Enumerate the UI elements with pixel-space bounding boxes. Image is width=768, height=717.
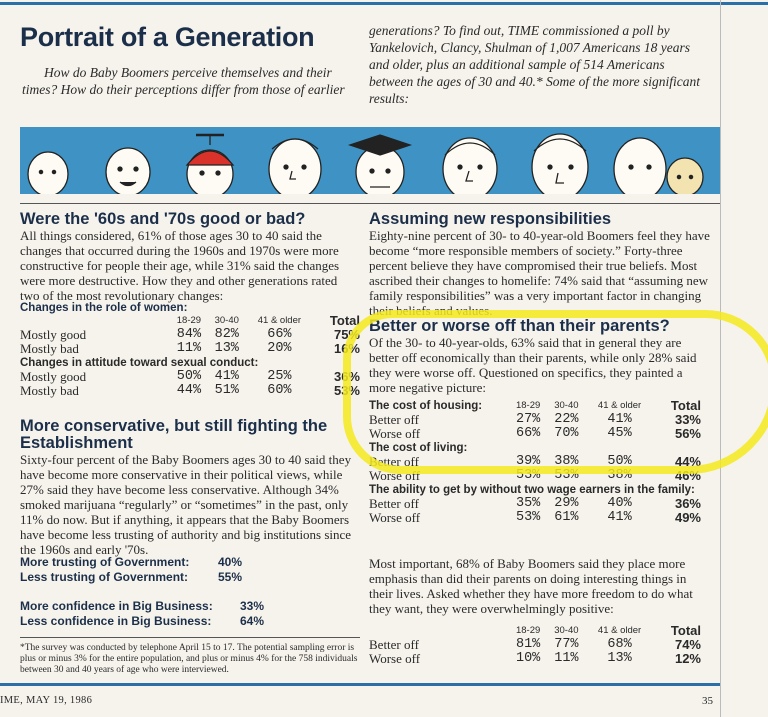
conf-value: 55% xyxy=(218,570,243,584)
conf-row xyxy=(20,599,280,614)
table-row xyxy=(20,328,360,342)
section-divider xyxy=(20,203,720,204)
col-header: 18-29 xyxy=(515,625,541,636)
table-header-row xyxy=(20,314,360,328)
row-label: Mostly good xyxy=(20,369,87,384)
highlighter-annotation xyxy=(343,310,768,474)
cell: 20% xyxy=(267,341,292,356)
conf-label: More confidence in Big Business: xyxy=(20,599,213,613)
section-60s-heading: Were the '60s and '70s good or bad? xyxy=(20,210,306,228)
row-label: Mostly good xyxy=(20,327,87,342)
top-rule xyxy=(0,2,768,5)
cell: 44% xyxy=(176,383,202,398)
total-cell: 12% xyxy=(674,651,701,666)
cell: 68% xyxy=(607,637,632,652)
total-cell: 44% xyxy=(674,454,701,469)
table-row xyxy=(20,384,360,398)
section-conservative-body: Sixty-four percent of the Baby Boomers ages 30 to 40 said they have become more conservative in their political views, while 27% said they have become less conservative. Although 34% smoked marijuana “regularly” or “sometimes” in the past, only 11% do now. But if anything, it appears that the Baby Boomers have become less trusting of authority and big institutions since the 1960s and early '70s. xyxy=(20,452,352,557)
row-label: Worse off xyxy=(369,510,421,525)
col-header: Total xyxy=(670,398,701,413)
col-header: 41 & older xyxy=(257,315,302,326)
cell: 13% xyxy=(214,341,239,356)
sixties-table xyxy=(20,302,360,398)
table-header-row xyxy=(369,624,701,638)
adult-face-icon xyxy=(443,138,497,194)
propeller-cap-kid-icon xyxy=(187,135,233,194)
generations-banner xyxy=(20,127,720,194)
total-cell: 49% xyxy=(674,510,701,525)
table-row xyxy=(369,652,701,666)
row-label: Worse off xyxy=(369,468,421,483)
conf-value: 33% xyxy=(240,599,265,613)
cell: 35% xyxy=(515,496,541,511)
section-parents-body: Of the 30- to 40-year-olds, 63% said that in general they are better off economically than their parents, while only 28% said they were worse off. Questioned on specifics, they painted a more negative picture: xyxy=(369,335,697,395)
cell: 41% xyxy=(214,369,239,384)
conf-row xyxy=(20,614,280,629)
page-number: 35 xyxy=(702,695,713,707)
table-subheader-row xyxy=(20,356,360,370)
cell: 38% xyxy=(554,454,579,469)
conf-row xyxy=(20,570,280,585)
table-row xyxy=(369,497,701,511)
conf-value: 64% xyxy=(240,614,265,628)
women-table xyxy=(20,314,360,398)
total-cell: 36% xyxy=(333,369,360,384)
housing-title: The cost of housing: xyxy=(369,400,483,412)
section-conservative-heading: More conservative, but still fighting the Establishment xyxy=(20,417,328,452)
intro-right: generations? To find out, TIME commissioned a poll by Yankelovich, Clancy, Shulman of 1,007 Americans 18 years and older, plus an additional sample of 514 Americans between the ages of 30 and 40.* Some of the more significant results: xyxy=(369,23,700,106)
cell: 39% xyxy=(515,454,541,469)
conf-row xyxy=(20,555,280,570)
cell: 29% xyxy=(554,496,579,511)
col-header: 30-40 xyxy=(554,400,579,411)
cell: 45% xyxy=(607,426,632,441)
cell: 40% xyxy=(607,496,632,511)
section-parents-heading: Better or worse off than their parents? xyxy=(369,317,670,335)
cell: 11% xyxy=(554,651,579,666)
row-label: Mostly bad xyxy=(20,341,79,356)
cell: 53% xyxy=(554,468,579,483)
col-header: 30-40 xyxy=(214,315,239,326)
freedom-table-grid xyxy=(369,624,701,666)
cell: 27% xyxy=(515,412,541,427)
graduate-face-icon xyxy=(350,135,410,194)
row-label: Mostly bad xyxy=(20,383,79,398)
cell: 53% xyxy=(515,468,541,483)
ability-title: The ability to get by without two wage earners in the family: xyxy=(369,484,695,496)
total-cell: 16% xyxy=(333,341,360,356)
col-header: 30-40 xyxy=(554,625,579,636)
total-cell: 36% xyxy=(674,496,701,511)
row-label: Better off xyxy=(369,637,419,652)
row-label: Worse off xyxy=(369,651,421,666)
cell: 38% xyxy=(607,468,632,483)
cell: 10% xyxy=(515,651,541,666)
table-row xyxy=(20,342,360,356)
cell: 81% xyxy=(515,637,541,652)
total-cell: 75% xyxy=(333,327,360,342)
col-header: 41 & older xyxy=(597,625,642,636)
col-header: 41 & older xyxy=(597,400,642,411)
cell: 41% xyxy=(607,412,632,427)
elder-with-baby-icon xyxy=(614,138,703,194)
col-header: Total xyxy=(670,623,701,638)
total-cell: 74% xyxy=(674,637,701,652)
section-60s-body: All things considered, 61% of those ages 30 to 40 said the changes that occurred during the 1960s and 1970s were more constructive for people their age, while 31% said the changes were more destructive. How they and other generations rated two of the most revolutionary changes: xyxy=(20,228,340,303)
cell: 66% xyxy=(267,327,292,342)
table-row xyxy=(369,511,701,525)
cell: 70% xyxy=(554,426,579,441)
cell: 77% xyxy=(554,637,579,652)
senior-face-icon xyxy=(532,134,588,194)
col-header: 18-29 xyxy=(176,315,202,326)
footnote-rule xyxy=(20,637,360,638)
cell: 61% xyxy=(554,510,579,525)
faces-illustration xyxy=(20,127,720,194)
section-responsibilities-heading: Assuming new responsibilities xyxy=(369,210,612,228)
section-responsibilities-body: Eighty-nine percent of 30- to 40-year-old Boomers feel they have become “more responsible members of society.” Forty-three percent believe they have compromised their true beliefs. Most ascribed their changes to homelife: 74% said that “assuming new family responsibilities” was a very important factor in changing their beliefs and values. xyxy=(369,228,710,318)
total-cell: 33% xyxy=(674,412,701,427)
government-trust xyxy=(20,555,280,629)
row-label: Better off xyxy=(369,454,419,469)
living-title: The cost of living: xyxy=(369,442,468,454)
folio-date: IME, MAY 19, 1986 xyxy=(0,695,93,706)
total-cell: 53% xyxy=(333,383,360,398)
cell: 51% xyxy=(214,383,239,398)
bottom-rule xyxy=(0,683,720,686)
conf-label: More trusting of Government: xyxy=(20,555,190,569)
table-subheader-row xyxy=(369,483,701,497)
total-cell: 56% xyxy=(674,426,701,441)
total-cell: 46% xyxy=(674,468,701,483)
col-header: 18-29 xyxy=(515,400,541,411)
conf-label: Less confidence in Big Business: xyxy=(20,614,212,628)
footnote: *The survey was conducted by telephone April 15 to 17. The potential sampling error is plus or minus 3% for the entire population, and plus or minus 4% for the 758 individuals between 30 and 40 years of age who were interviewed. xyxy=(20,643,358,675)
cell: 11% xyxy=(176,341,202,356)
section-freedom-body: Most important, 68% of Baby Boomers said they place more emphasis than did their parents on doing interesting things in their lives. Asked whether they have more freedom to do what they want, they were overwhelmingly positive: xyxy=(369,556,693,616)
teen-face-icon xyxy=(269,139,321,194)
cell: 25% xyxy=(267,369,292,384)
cell: 66% xyxy=(515,426,541,441)
baby-face-icon xyxy=(28,152,68,194)
cell: 53% xyxy=(515,510,541,525)
row-label: Worse off xyxy=(369,426,421,441)
toddler-face-icon xyxy=(106,148,150,194)
cell: 50% xyxy=(607,454,632,469)
sexual-table-title: Changes in attitude toward sexual conduct: xyxy=(20,357,259,369)
cell: 84% xyxy=(176,327,202,342)
cell: 22% xyxy=(554,412,579,427)
row-label: Better off xyxy=(369,412,419,427)
table-row xyxy=(20,370,360,384)
cell: 50% xyxy=(176,369,202,384)
cell: 82% xyxy=(214,327,239,342)
conf-label: Less trusting of Government: xyxy=(20,570,189,584)
women-table-title: Changes in the role of women: xyxy=(20,302,188,314)
conf-value: 40% xyxy=(218,555,243,569)
row-label: Better off xyxy=(369,496,419,511)
cell: 60% xyxy=(267,383,292,398)
cell: 13% xyxy=(607,651,632,666)
cell: 41% xyxy=(607,510,632,525)
page-title: Portrait of a Generation xyxy=(20,22,315,52)
col-header: Total xyxy=(329,313,360,328)
intro-left: How do Baby Boomers perceive themselves and their times? How do their perceptions differ from those of earlier xyxy=(22,65,345,97)
freedom-table xyxy=(369,624,701,666)
table-row xyxy=(369,638,701,652)
